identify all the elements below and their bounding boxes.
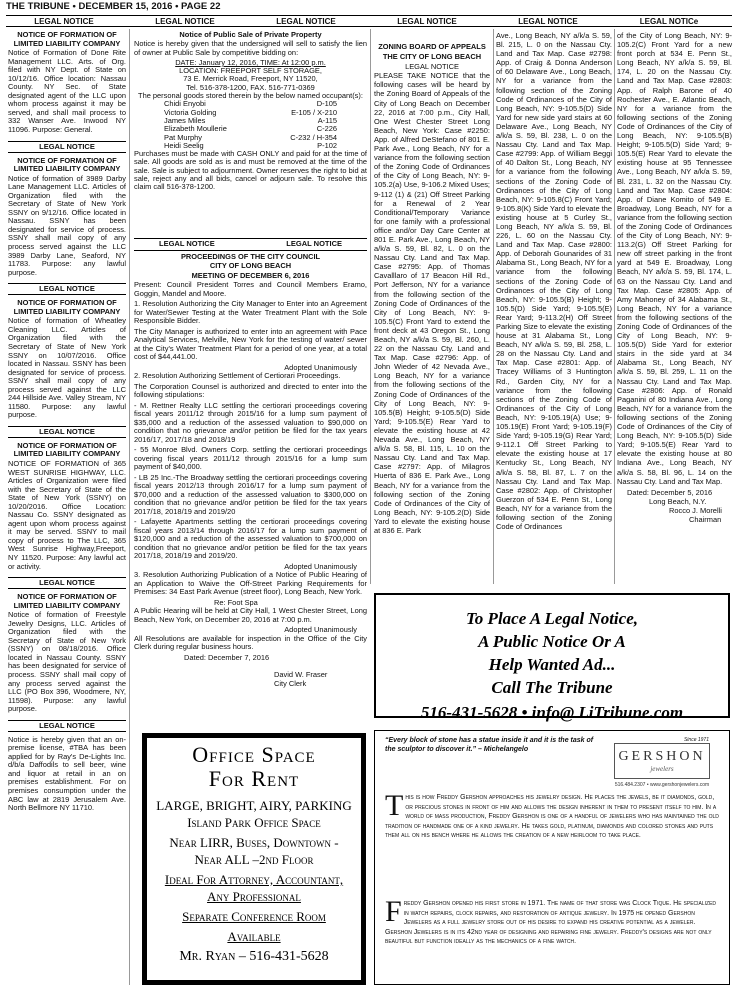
header-text: THE TRIBUNE • DECEMBER 15, 2016 • PAGE 22	[6, 1, 221, 12]
sale-location: LOCATION: FREEPORT SELF STORAGE,	[179, 66, 322, 76]
legal-notice-label: LEGAL NOTICE	[8, 141, 126, 153]
resolution-3: 3. Resolution Authorizing Publication of a Notice of Public Hearing of an Application to Waive the Off-Street Parking Requirements for Premises: 34 East Park Avenue (street floor), Long Beach, New York.	[134, 570, 367, 596]
notice-title: NOTICE OF FORMATION OF LIMITED LIABILITY COMPANY	[13, 440, 121, 459]
legal-notice-banner	[6, 15, 732, 27]
resolution-1: 1. Resolution Authorizing the City Manager to Enter into an Agreement for Water/Sewer Testing at the Water Treatment Plant with the Sole Responsible Bidder.	[134, 299, 367, 325]
gershon-paragraph	[385, 895, 719, 947]
notice-title: NOTICE OF FORMATION OF LIMITED LIABILITY COMPANY	[13, 155, 121, 174]
resolution-3-body: A Public Hearing will be held at City Hall, 1 West Chester Street, Long Beach, New York, on December 20, 2016 at 7:00 p.m.	[134, 606, 367, 624]
adopted-text: Adopted Unanimously	[284, 625, 357, 634]
stipulation: - Lafayette Apartments settling the certiorari proceedings covering fiscal years 2013/14 through 2016/17 for a lump sum payment of $120,000 and a reduction of the assessed valuation to $700,000 on condition that no grievance and/or petition be filed for the tax years 2017/18, 2018/19 and 2019/20.	[134, 517, 367, 560]
legal-notice-label: LEGAL NOTICE	[286, 239, 342, 248]
llc-notices-column	[8, 31, 126, 986]
notice-body: Notice is hereby given that an on-premise license, #TBA has been applied for by Ray's De-Lights Inc. d/b/a Daffodils to sell beer, wine and liquor at retail in an on premises establishment. For on premises consumption under the ABC law at 2819 Jerusalem Ave. North Bellmore NY 11710.	[8, 734, 126, 813]
zba-city: THE CITY OF LONG BEACH	[382, 52, 482, 62]
gershon-paragraph	[385, 789, 719, 841]
zba-dated: Dated: December 5, 2016	[627, 487, 713, 497]
notice-body: Notice of formation of 3989 Darby Lane Management LLC. Articles of Organization filed with the Secretary of State of New York SSNY on 9/12/16. Office located in Nassau. SSNY has been designated for service of process. SSNY shall mail copy of any process served against the LLC 3989 Darby Lane, Seaford, NY 11783. Purpose: any lawful purpose.	[8, 173, 126, 277]
stipulation: - 55 Monroe Blvd. Owners Corp. settling the certiorari proceedings covering fiscal years 2011/12 through 2015/16 for a lump sum payment of $40,000.	[134, 445, 367, 471]
since-text: Since 1971	[683, 737, 709, 743]
occupant-list	[134, 100, 367, 150]
dated: Dated: December 7, 2016	[184, 652, 270, 662]
zba-place: Long Beach, N.Y.	[649, 496, 707, 506]
gershon-jewelers-ad	[374, 730, 730, 985]
resolution-2-body: The Corporation Counsel is authorized and directed to enter into the following stipulations:	[134, 381, 367, 399]
clerk-title: City Clerk	[274, 678, 307, 688]
occupant-name: Pat Murphy	[164, 132, 203, 142]
ad-contact: 516-431-5628 • info@ LiTribune.com	[420, 703, 684, 722]
legal-notice-label: LEGAL NOTICE	[8, 577, 126, 589]
logo-name: GERSHON	[618, 749, 706, 764]
zba-body: PLEASE TAKE NOTICE that the following cases will be heard by the Zoning Board of Appeals of the City of Long Beach on December 22, 2016 at 7:00 p.m., City Hall, One West Chester Street Long Beach, New York: Case #2250: App. of Alfred DeStefano of 801 E. Park Ave., Long Beach, NY for a variance from the following section of the Zoning Code of Ordinances of the City of Long Beach, NY: 9-105.2(a) Use, 9-106.2 Mixed Uses; 9-112 (1) & (21) Off Street Parking for a Renewal of 2 Year Conditional/Temporary Variance for one family with a professional office and/or Day Care Center at 801 E. Park Ave., Long Beach, NY a/k/a S. 59, Bl. 82, L. 0 on the Nassau Cty. Land and Tax Map. Case #2795: App. of Thomas Cavalllaro of 17 Beacon Hill Rd., Port Jefferson, NY for a variance from the following section of the Zoning Code of Ordinances of the City of Long Beach, NY: 9-105.5(C) Front Yard to extend the front deck at 43 Oregon St., Long Beach, NY a/k/a S. 59, Bl. 260, L. 22 on the Nassau Cty. Land and Tax Map. Case #2796: App. of John Wieder of 42 Nevada Ave., Long Beach, NY for a variance from the following sections of the Zoning Code of Ordinances of the City of Long Beach, NY: 9-105.5(B) Height; 9-105.5(D) Side Yard; 9-105.5(E) Rear Yard to elevate the existing house at 42 Nevada Ave., Long Beach, NY a/k/a S. 58, Bl. 115, L. 10 on the Nassau Cty. Land and Tax Map. Case #2797: App. of Milagros Huerta of 836 E. Park Ave., Long Beach, NY for a variance from the following section of the Zoning Code of Ordinances of the City of Long Beach, NY: 9-105.2(D) Side Yard to elevate the existing house at 836 E. Park	[374, 71, 490, 535]
unit-number: D-105	[316, 99, 337, 109]
clerk-name: David W. Fraser	[274, 670, 328, 679]
ad-line: Help Wanted Ad...	[488, 655, 616, 674]
sale-intro: Notice is hereby given that the undersigned will sell to satisfy the lien of owner at Public Sale by competitive bidding on:	[134, 39, 367, 57]
logo-sub: jewelers	[650, 765, 674, 773]
banner-label: LEGAL NOTICE	[518, 17, 578, 26]
gershon-logo	[601, 737, 723, 797]
chairman-title: Chairman	[689, 514, 722, 524]
sale-goods: The personal goods stored therein by the below named occupant(s):	[138, 91, 363, 101]
council-present: Present: Council President Torres and Council Members Eramo, Goggin, Mandel and Moore.	[134, 280, 367, 298]
notice-title: NOTICE OF FORMATION OF LIMITED LIABILITY COMPANY	[13, 31, 121, 48]
zba-label: LEGAL NOTICE	[405, 62, 459, 72]
adopted-text: Adopted Unanimously	[284, 362, 357, 372]
office-ad-contact: Mr. Ryan – 516-431-5628	[179, 949, 329, 964]
office-ad-line: Near ALL –2nd Floor	[194, 852, 314, 867]
office-ad-line: Ideal For Attorney, Accountant,	[164, 872, 344, 887]
zba-body: Ave., Long Beach, NY a/k/a S. 59, Bl. 215, L. 0 on the Nassau Cty. Land and Tax Map. Case #2798: App. of Craig & Donna Anderson of 60 Delaware Ave., Long Beach, NY for a variance from the following section of the Zoning Code of Ordinances of the City of Long Beach, NY: 9-105.5(D) Side Yard for new side yard stairs at 60 Delaware Ave., Long Beach, NY a/k/a S. 59, Bl. 238, L. 0 on the Nassau Cty. Land and Tax Map. Case #2799: App. of William Beggi of 40 Dalton St., Long Beach, NY for a variance from the following sections of the Zoning Code of Ordinances of the City of Long Beach, NY: 9-105.8(C) Front Yard; 9-105.8(K) Side Yard to elevate the existing house at 5 Curley St., Long Beach, NY a/k/a S. 59, Bl. 226, L. 60 on the Nassau Cty. Land and Tax Map. Case #2800: App. of Deborah Gounarides of 31 Alabama St., Long Beach, NY for a variance from the following sections of the Zoning Code of Ordinances of the City of Long Beach, NY: 9-105.5(B) Height; 9-105.5(D) Side Yard; 9-105.5(E) Rear Yard; 9-113.2(H) Off Street Parking Size to elevate the existing house at 31 Alabama St., Long Beach, NY a/k/a S. 59, Bl. 258, L. 28 on the Nassau Cty. Land and Tax Map. Case #2801: App. of Tracey Williams of 3 Huntington Rd., Garden City, NY for a variance from the following sections of the Zoning Code of Ordinances of the City of Long Beach, NY: 9-105.19(A) Use; 9-105.19(E) Front Yard; 9-105.19(F) Side Yard; 9-105.19(G) Rear Yard; 9-112.1 Off Street Parking to elevate the existing house at 17 Kentucky St., Long Beach, NY a/k/a S. 58, Bl. 87, L. 7 on the Nassau Cty. Land and Tax Map. Case #2802: App. of Christopher Guerzon of 534 E. Penn St., Long Beach, NY for a variance from the following section of the Zoning Code of Ordinances	[496, 31, 612, 532]
resolution-1-body: The City Manager is authorized to enter into an agreement with Pace Analytical Services, Melville, New York for the testing of water/ sewer at the City's Water Treatment Plant for a period of one year, at a total cost of $44,441.00.	[134, 326, 367, 361]
drop-cap: T	[385, 789, 404, 822]
occupant-name: Elizabeth Moullerie	[164, 124, 227, 134]
office-ad-title: Office Space	[192, 742, 316, 767]
sale-title: Notice of Public Sale of Private Property	[179, 31, 322, 39]
public-sale-notice	[134, 31, 367, 239]
office-ad-line: Island Park Office Space	[187, 815, 321, 830]
zba-final-column	[617, 31, 732, 591]
drop-cap: F	[385, 895, 402, 928]
ad-line: To Place A Legal Notice,	[465, 609, 638, 628]
page-header	[6, 0, 732, 13]
banner-label: LEGAL NOTICE	[155, 17, 215, 26]
notice-body: NOTICE OF FORMATION of 365 WEST SUNRISE HIGHWAY, LLC. Articles of Organization were filed with the Secretary of State of the State of New York (SSNY) on 10/20/2016. Office Location: Nassau Co. SSNY designated as agent upon whom process against it may be served. SSNY to mail copy of process to The LLC, 365 West Sunrise Highway,Freeport, NY 11520. Purpose: Any lawful act or activity.	[8, 458, 126, 571]
council-city: CITY OF LONG BEACH	[209, 261, 292, 270]
council-title: PROCEEDINGS OF THE CITY COUNCIL	[180, 251, 321, 261]
inspection-note: All Resolutions are available for inspection in the Office of the City Clerk during regular business hours.	[134, 633, 367, 651]
gershon-text: reddy Gershon opened his first store in 1971. The name of that store was Clock Tique. He specialized in watch repairs, clock repairs, and restoration of antique jewelry. In 1975 he opened Gershon Jewelers as a full jewelry store out of his desire to expand his creative potential as a jeweler. Gershon Jewelers is in its 42nd year of designing and repairing fine jewelry. Freddy's designs are not only beautiful but function ideally as the mechanics of a fine watch.	[385, 900, 717, 946]
gershon-text: his is how Freddy Gershon approaches his jewelry design. He places the jewels, be it diamonds, gold, or precious stones in front of him and allows the design inherent in them to present itself to him. In a world of mass production, Freddy Gershon is one of a handful of jewelers who has maintained the old tradition of handmade one of a kind jewelry. He takes gold, platinum, diamonds and colored stones and puts them all on his bench where he allows the creation of a new heirloom to take place.	[385, 794, 719, 840]
ad-line: Call The Tribune	[491, 678, 613, 697]
office-space-ad	[142, 733, 366, 985]
zba-body: of the City of Long Beach, NY: 9-105.2(C) Front Yard for a new front porch at 534 E. Penn St., Long Beach, NY a/k/a S. 59, Bl. 174, L. 20 on the Nassau Cty. Land and Tax Map. Case #2803: App. of Ralph Barone of 40 Rochester Ave., E. Atlantic Beach, NY for a variance from the following sections of the Zoning Code of Ordinances of the City of Long Beach, NY: 9-105.5(B) Height; 9-105.5(D) Side Yard; 9-105.5(E) Rear Yard to elevate the existing house at 95 Tennessee Ave., Long Beach, NY a/k/a S. 59, Bl. 231, L. 32 on the Nassau Cty. Land and Tax Map. Case #2804: App. of Diane Komito of 549 E. Broadway, Long Beach, NY for a variance from the following section of the Zoning Code of Ordinances of the City of Long Beach, NY: 9-113.2(G) Off Street Parking for new off street parking in the front yard at 549 E. Broadway, Long Beach, NY a/k/a S. 59, Bl. 174, L. 63 on the Nassau Cty. Land and Tax Map. Case #2805: App. of Amy Mahoney of 34 Alabama St., Long Beach, NY for a variance from the following sections of the Zoning Code of Ordinances of the City of Long Beach, NY: 9-105.5(D) Side Yard for exterior stairs in the side yard at 34 Alabama St., Long Beach, NY a/k/a S. 59, Bl. 259, L. 11 on the Nassau Cty. Land and Tax Map. Case #2806: App. of Ronald Paganini of 80 Indiana Ave., Long Beach, NY for a variance from the following sections of the Zoning Code of Ordinances of the City of Long Beach, NY: 9-105.5(D) Side Yard; 9-105.5(E) Rear Yard to elevate the existing house at 80 Indiana Ave., Long Beach, NY a/k/a S. 58, Bl. 96, L. 14 on the Nassau Cty. Land and Tax Map.	[617, 31, 732, 486]
notice-body: Notice of Formation of Done Rite Management LLC. Arts. of Org. filed with NY Dept. of State on 10/12/16. Office location: Nassau County. NY Sec. of State designated agent of the LLC upon whom process against it may be served, and shall mail process to 332 Wanser Ave. Inwood NY 11096. Purpose: General.	[8, 48, 126, 135]
office-ad-line: Available	[227, 929, 281, 944]
unit-number: P-102	[317, 140, 337, 150]
occupant-name: Victoria Golding	[164, 107, 217, 117]
chairman-name: Rocco J. Morelli	[669, 505, 722, 515]
banner-label: LEGAL NOTICE	[276, 17, 336, 26]
legal-notice-label: LEGAL NOTICE	[8, 720, 126, 732]
unit-number: C-232 / H-354	[290, 132, 337, 142]
zba-title: ZONING BOARD OF APPEALS	[378, 42, 486, 51]
resolution-re: Re: Foot Spa	[214, 597, 258, 607]
unit-number: E-105 / X-210	[291, 107, 337, 117]
banner-label: LEGAL NOTICE	[397, 17, 457, 26]
notice-title: NOTICE OF FORMATION OF LIMITED LIABILITY COMPANY	[13, 298, 121, 316]
michelangelo-quote: “Every block of stone has a statue inside it and it is the task of the sculptor to discover it.” – Michelangelo	[385, 737, 594, 753]
unit-number: C-226	[316, 124, 337, 134]
adopted-text: Adopted Unanimously	[284, 561, 357, 571]
zba-continued-column	[496, 31, 612, 591]
banner-label: LEGAL NOTICE	[34, 17, 94, 26]
legal-notice-label: LEGAL NOTICE	[8, 426, 126, 438]
ad-line: A Public Notice Or A	[478, 632, 626, 651]
occupant-name: Chidi Enyobi	[164, 99, 206, 109]
office-ad-subtitle: For Rent	[208, 766, 300, 791]
council-meeting: MEETING OF DECEMBER 6, 2016	[191, 270, 310, 280]
sale-date: DATE: January 12, 2016, TIME: At 12:00 p.m.	[175, 57, 326, 67]
zba-notice-column	[374, 42, 490, 582]
notice-body: Notice of formation of Wheatley Cleaning LLC. Articles of Organization filed with the Secretary of State of New York SSNY on 10/07/2016. Office located in Nassau. SSNY has been designated for service of process. SSNY shall mail copy of any process served against the LLC 244 Hillside Ave. Valley Stream, NY 11580. Purpose: any lawful purpose.	[8, 316, 126, 420]
occupant-name: Heidi Seelig	[164, 140, 204, 150]
office-ad-line: Any Professional	[207, 889, 301, 904]
notice-body: Notice of formation of Freestyle Jewelry Designs, LLC. Articles of Organization filed with the Secretary of State of New York (SSNY) on 08/18/2016. Office located in Nassau County. SSNY has been designated for service of process. SSNY shall mail copy of any process served against the LLC (PO Box 396, Woodmere, NY, 11598). Purpose: any lawful purpose.	[8, 610, 126, 714]
sale-address: 73 E. Merrick Road, Freeport, NY 11520,	[183, 74, 318, 84]
resolution-2: 2. Resolution Authorizing Settlement of Certiorari Proceedings.	[134, 371, 341, 380]
stipulation: - LB 25 Inc.-The Broadway settling the certiorari proceedings covering fiscal years 2012/13 through 2016/17 for a lump sum payment of $70,000 and a reduction of the assessed valuation to $300,000 on condition that no grievance and/or petition be filed for the tax years 2017/18, 2018/19 and 2019/20	[134, 472, 367, 516]
legal-notice-label: LEGAL NOTICE	[159, 239, 215, 248]
occupant-name: James Miles	[164, 115, 206, 125]
place-legal-notice-ad	[374, 593, 730, 722]
banner-label: LEGAL NOTICe	[639, 17, 699, 26]
office-ad-line: Separate Conference Room	[182, 909, 326, 924]
gershon-contact: 516.484.2307 • www.gershonjewelers.com	[614, 782, 710, 788]
legal-notice-label: LEGAL NOTICE	[8, 283, 126, 295]
unit-number: A-115	[317, 115, 337, 125]
stipulation: - M. Rettner Realty LLC settling the certiorari proceedings covering fiscal years 2011/12 through 2015/16 for a lump sum payment of $35,000 and a reduction of the assessed valuation to $90,000 on condition that no grievance and/or petition be filed for the tax years 2016/17, 2017/18 and 2018/19	[134, 400, 367, 444]
notice-title: NOTICE OF FORMATION OF LIMITED LIABILITY COMPANY	[13, 592, 121, 610]
sale-terms: Purchases must be made with CASH ONLY and paid for at the time of sale. All goods are sold as is and must be removed at the time of the sale. Sale is subject to adjournment. Owner reserves the right to bid at sale, reject any and all bids, cancel or adjourn sale. To resolve this claim call 516-378-1200.	[134, 149, 367, 192]
sale-phone: Tel. 516-378-1200, FAX. 516-771-0369	[186, 82, 315, 92]
office-ad-line: Near LIRR, Buses, Downtown -	[169, 835, 339, 850]
office-ad-line: LARGE, BRIGHT, AIRY, PARKING	[156, 798, 352, 813]
